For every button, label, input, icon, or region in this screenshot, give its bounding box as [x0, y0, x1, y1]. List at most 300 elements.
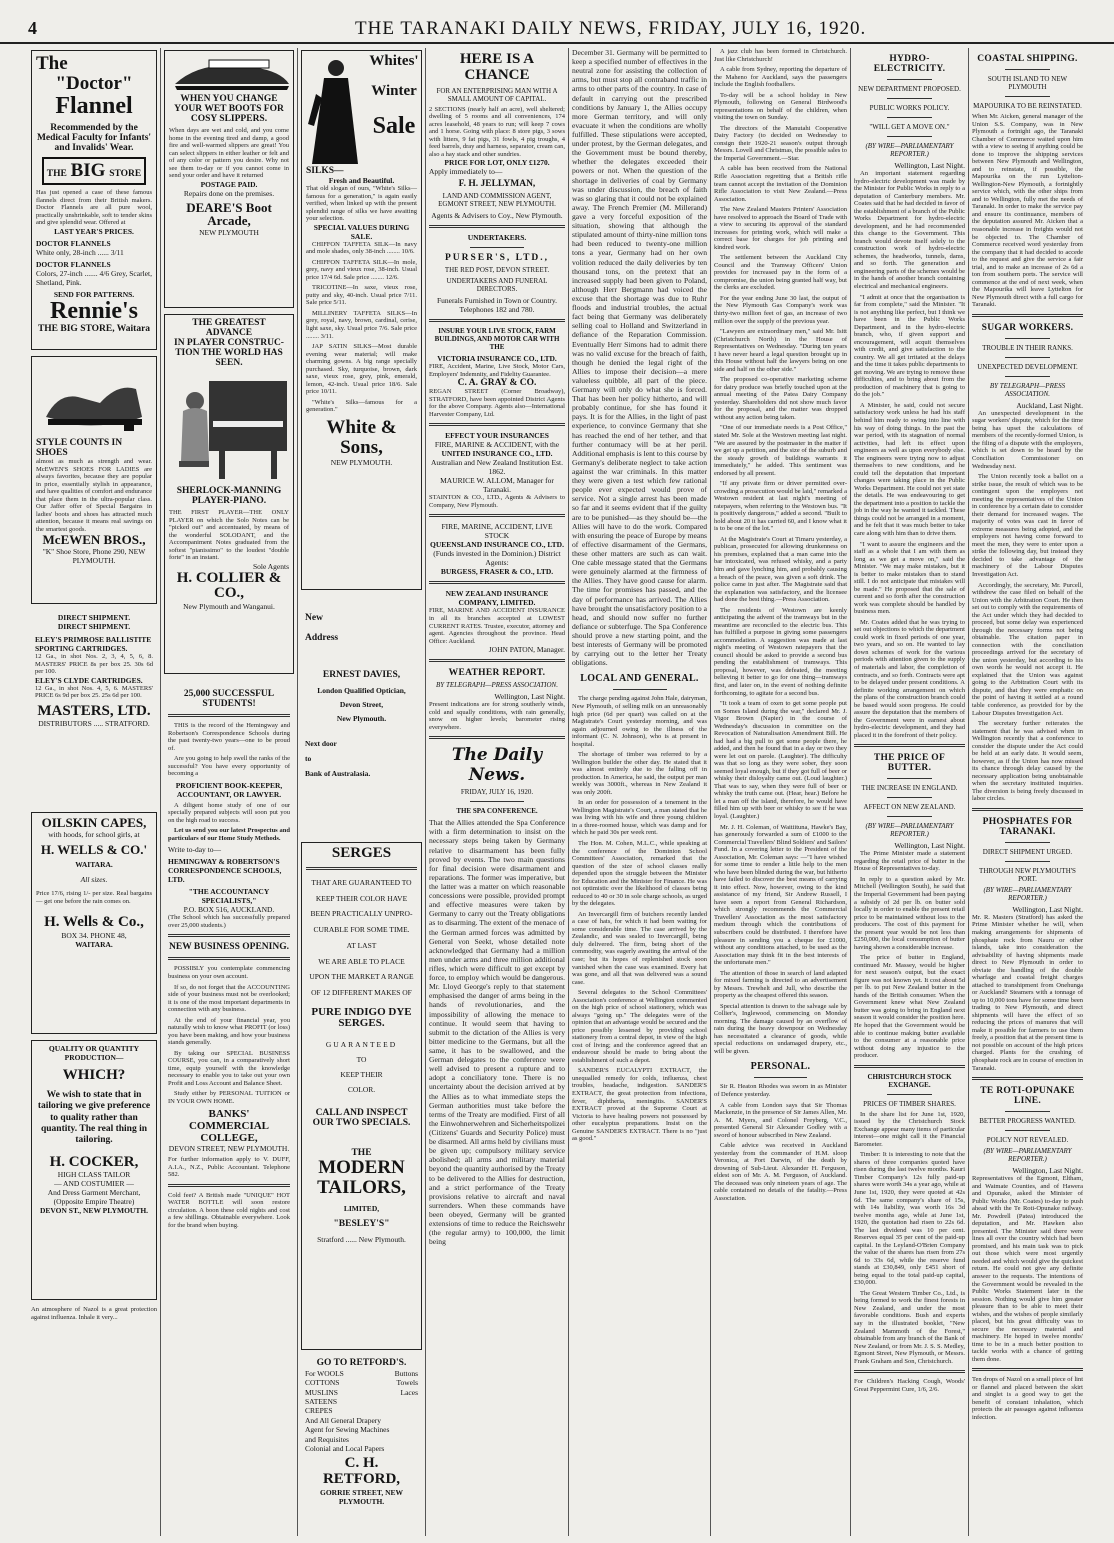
wells-oilskin-ad: [31, 812, 157, 1034]
jellyman-firm: LAND AND COMMISSION AGENT, EGMONT STREET, NEW PLYMOUTH.: [438, 192, 556, 209]
collier-towns: New Plymouth and Wanganui.: [183, 602, 275, 612]
sugar-head: SUGAR WORKERS.: [981, 322, 1074, 333]
news-paragraph: A cable from Sydney, reporting the departure of the Maheno for Auckland, says the passengers include the English footballers.: [714, 66, 847, 89]
column-5: [568, 48, 710, 1536]
deare-boot-ad: [164, 50, 294, 308]
whites-sale-item: TRICOTINE—In saxe, vieux rose, putty and sky, 40-inch. Usual price 7/11. Sale price 5/11.: [306, 284, 417, 307]
cocker-address: DEVON ST., NEW PLYMOUTH.: [39, 1206, 149, 1216]
united-agents: STAINTON & CO., LTD., Agents & Advisers to Company, New Plymouth.: [429, 494, 565, 509]
serges-line: BEEN PRACTICALLY UNPRO-: [310, 909, 413, 919]
sugar-paragraph: An unexpected development in the sugar workers' dispute, which for the time being has upset the calculations of members of the recently-formed Union, is the filing of a dispute with the employers, which is set down to be heard by the Conciliation Commissioner on Wednesday next.: [972, 409, 1083, 470]
news-paragraph: "If any private firm or driver permitted over-crowding a prosecution would be laid," remarked a Westown resident at last night's meeting of ratepayers, when referring to the Westown bus. "It is positively dangerous," added a second. "Built to hold about 20 it has carried 60, and I know what it is to be one of the lot.": [714, 480, 847, 533]
winter-figure-illustration: [306, 54, 364, 166]
stock-paragraph: Timber: It is interesting to note that the shares of three companies quoted have risen during the last twelve months. Kauri Timber Company's 12s fully paid-up shares were worth 34s a year ago, while at June 1st, 1920, they were quoted at 42s 6d. The same company's share of 15s, with 14s liability, was worth 16s 3d twelve months ago, while at June 1st, 1920, the quotation had risen to 22s 6d. The last dividend was 10 per cent. Reserves equal 35 per cent of the paid-up capital. In the Leyland-O'Brien Company the value of the shares has risen from 27s 6d to 33s 6d, while the reserve fund stands at £30,849, only £451 short of being equal to the total paid-up capital, £30,000.: [854, 1151, 965, 1287]
deare-h3: COSY SLIPPERS.: [190, 114, 268, 124]
retford-item: MUSLINS: [305, 1387, 338, 1397]
unique-bottle-note: Cold feet? A British made "UNIQUE" HOT WATER BOTTLE will soon restore circulation. A boon these cold nights and cost a few shillings. Obtainable everywhere. Look for the brand when buying.: [168, 1191, 290, 1229]
piano-illustration: [169, 371, 293, 483]
whites-silks: SILKS—: [306, 166, 344, 176]
nzinsurance-mgr: JOHN PATON, Manager.: [488, 645, 565, 655]
serges-limited: LIMITED,: [343, 1203, 380, 1213]
mcewen-headline: STYLE COUNTS IN SHOES: [36, 438, 123, 458]
banks-spec: "THE ACCOUNTANCY SPECIALISTS,": [188, 887, 270, 906]
hydro-paragraph: Mr. Coates added that he was trying to set out objections to which the department could work in fixed periods of one year, two years, and so on. He wanted to lay down schemes of work for the various periods with attention given to the supply of materials and labor, the completion of contracts, and so forth. Contracts were apt to be delayed under present conditions. A definite working arrangement on which the plans of the construction branch could be based would soon progress. He could assure the deputation that the members of the Government were in earnest about hydro-electric development, and they had placed it in the forefront of their policy.: [854, 618, 965, 739]
news-paragraph: "One of our immediate needs is a Post Office," stated Mr. Sole at the Westown meeting last night. "We are assured by the postmaster in the matter if we get up a petition, and the size of the suburb and the steady growth of buildings warrants it immediately," he added. This sentiment was endorsed by all present.: [714, 424, 847, 477]
local-paragraph: The charge pending against John Hale, dairyman, New Plymouth, of selling milk on an unreasonably high price (6d per quart) was called on at the Magistrate's Court yesterday morning, and was again adjourned owing to the illness of the informant (C. N. Johnson), who is at present in hospital.: [572, 695, 707, 748]
davies-name: ERNEST DAVIES,: [322, 670, 401, 680]
serges-color: COLOR.: [347, 1084, 376, 1094]
news-paragraph: The residents of Westown are keenly anticipating the advent of the tramways but in the meantime are reconciled to the electric bus. This has fulfilled a purpose in giving some passengers accommodation. A suggestion was made at last night's meeting of Westown ratepayers that the council should be asked to provide a second bus pending the establishment of tramways. This proposal, however, was defeated, the meeting believing it better to go for one thing—tramways first, and later on, in the event of nothing definite forthcoming, to agitate for a second bus.: [714, 606, 847, 697]
column-6: [710, 48, 850, 1536]
davies-next: Next door: [305, 738, 337, 748]
news-paragraph: At the Magistrate's Court at Timaru yesterday, a publican, prosecuted for allowing drunkenness on his premises, explained that a man came into the bar intoxicated, was refused whisky, and a party him and gave lynching him, and probably causing a breach of the peace, was given a soft drink. The police came in just after. The Magistrate said that the explanation was satisfactory, and the licensee had done the best thing.—Press Association.: [714, 535, 847, 604]
jellyman-agents: Agents & Advisers to Coy., New Plymouth.: [431, 211, 563, 221]
daily-news-date: FRIDAY, JULY 16, 1920.: [460, 788, 534, 797]
cocker-which: WHICH?: [62, 1067, 126, 1083]
sugar-paragraphs: [972, 410, 1083, 803]
whites-fresh: Fresh and Beautiful.: [328, 176, 395, 185]
eley-clyde-detail: 12 Ga., in shot Nos. 4, 5, 6. MASTERS' PRICE 6s 9d per box 25. 25s 6d per 100.: [35, 684, 153, 700]
cocker-text: We wish to state that in tailoring we give preference to quality rather than quantity. The real thing in tailoring.: [37, 1089, 151, 1146]
column-7: [850, 48, 968, 1536]
hydro-by: (BY WIRE—PARLIAMENTARY REPORTER.): [865, 142, 954, 158]
stock-paragraph: The Great Western Timber Co., Ltd., is being formed to work the finest forests in New Zealand, and under the most favorable conditions. Bush and experts say in the illustrated booklet, "New Zealand Mammoth of the Forest," obtainable from any branch of the Bank of New Zealand, or from Mr. J. S. S. Medley, Egmont Street, New Plymouth, or Messrs. Frank Graham and Son, Christchurch.: [854, 1289, 965, 1365]
sugar-dateline: Auckland, Last Night.: [1016, 400, 1083, 410]
personal-paragraph: A cable from London says that Sir Thomas Mackenzie, in the presence of Sir James Allen, Mr. A. M. Myers, and Colonel Freyberg, V.C., presented General Sir Alexander Godley with a sword of honour subscribed in New Zealand.: [714, 1101, 847, 1139]
column-1: [28, 48, 160, 1536]
chance-title: HERE IS A CHANCE: [459, 51, 535, 83]
doctor-flannels-1: DOCTOR FLANNELS: [36, 238, 111, 248]
cocker-dress: And Dress Garment Merchant, (Opposite Empire Theatre): [47, 1188, 141, 1207]
banks-p2: Are you going to help swell the ranks of the successful? You have every opportunity of becoming a: [168, 755, 290, 778]
banks-p9: Study either by PERSONAL TUITION or IN YOUR OWN HOME.: [168, 1090, 290, 1105]
serges-line: UPON THE MARKET A RANGE: [309, 972, 414, 982]
phosphates-sub1: DIRECT SHIPMENT URGED.: [982, 847, 1073, 856]
retford-item-list: [305, 1369, 395, 1453]
wells-town-1: WAITARA.: [75, 860, 113, 870]
whites-title-1: Whites': [369, 53, 419, 69]
collier-agents: Sole Agents: [252, 561, 289, 571]
mcewen-address: "K" Shoe Store, Phone 290, NEW PLYMOUTH.: [42, 546, 146, 565]
deare-postage: POSTAGE PAID.: [200, 179, 258, 189]
retford-item: Laces: [400, 1387, 418, 1397]
doctor-last-years: LAST YEAR'S PRICES.: [54, 226, 134, 236]
serges-line: KEEP THEIR COLOR HAVE: [315, 893, 408, 903]
roti-by: (BY WIRE—PARLIAMENTARY REPORTER.): [983, 1147, 1072, 1164]
eley-primrose-detail: 12 Ga., in shot Nos. 2, 3, 4, 5, 6, 8. MASTERS' PRICE 8s per box 25. 30s 6d per 100.: [35, 653, 153, 676]
personal-paragraphs: [714, 1083, 847, 1202]
deare-text: When days are wet and cold, and you come home in the evening tired and damp, a good fire and well-warmed slippers are great! You can select slippers in either leather or felt and of any color or pattern you desire. Why not see them to-day or if you cannot come in send your order and have it returned: [169, 127, 289, 180]
collier-name: H. COLLIER & CO.,: [176, 569, 282, 602]
retford-item: COTTONS: [305, 1378, 340, 1388]
serges-the: THE: [351, 1147, 372, 1158]
wells-town-2: WAITARA.: [75, 940, 113, 950]
nzinsurance-lines: FIRE, MARINE AND ACCIDENT INSURANCE in all its branches accepted at LOWEST CURRENT RATES. Trustee, executor, attorney and agent. Agencies throughout the province. Head Office: Auckland.: [429, 607, 565, 645]
butter-paragraph: The price of butter in England, continued Mr. Massey, would be higher for next season's output, but the exact figure was not known yet. It cost about 5d per lb. to put New Zealand butter in the hands of the British consumer. When the Government knew what New Zealand butter was going to bring in England next season it would consider the position here. He hoped that the Government would be able to continue making butter available to the consumer at a reasonable price without doing any injustice to the producer.: [854, 954, 965, 1060]
collier-sherlock: SHERLOCK-MANNING PLAYER-PIANO.: [176, 486, 282, 506]
pursers-address: THE RED POST, DEVON STREET.: [444, 266, 550, 275]
local-general-paragraphs: [572, 695, 707, 1142]
column-2: [160, 48, 297, 1536]
weather-dateline: Wellington, Last Night.: [494, 692, 565, 702]
hydro-sub3: "WILL GET A MOVE ON.": [869, 123, 950, 131]
butter-sub1: THE INCREASE IN ENGLAND.: [861, 784, 958, 793]
retford-address: GORRIE STREET, NEW PLYMOUTH.: [319, 1487, 403, 1506]
united-mgr: MAURICE W. ALLOM, Manager for Taranaki.: [440, 476, 554, 495]
deare-name: DEARE'S Boot Arcade,: [186, 199, 272, 229]
sugar-paragraph: The Union recently took a ballot on a strike issue, the result of which was to be contingent upon the employers not meeting the representatives of the Union in conference by a certain date to consider their demand for increased wages. The majority of votes was cast in favor of extreme measures being adopted, and the employers not having come forward to meet the men, they were to enter upon a strike the following day, but instead they decided to take advantage of the machinery of the Labour Disputes Investigation Act.: [972, 473, 1083, 578]
victoria-text: FIRE, Accident, Marine, Live Stock, Motor Cars, Employers' Indemnity, and Fidelity Guarantee.: [429, 363, 565, 378]
phosphates-sub2: THROUGH NEW PLYMOUTH'S PORT.: [979, 866, 1076, 883]
banks-students: STUDENTS!: [202, 699, 256, 709]
chance-text: 2 SECTIONS (nearly half an acre), well sheltered; dwelling of 5 rooms and all conveniences, 174 acres leasehold, 48 years to run; will keep 7 cows and 1 horse. Going with place: 8 store pigs, 3 sows with litters, 9 fat pigs, 31 fowls, 4 pig troughs, 4 feed barrels, dray and harness, separator, cream can, also a hay stack and other sundries.: [429, 105, 565, 158]
phosphates-dateline: Wellington, Last Night.: [1012, 904, 1083, 914]
eley-primrose: ELEY'S PRIMROSE BALLISTITE SPORTING CARTRIDGES.: [35, 635, 152, 653]
weather-text: Present indications are for strong southerly winds, cold and squally conditions, with rain generally, snow on higher levels; barometer rising everywhere.: [429, 701, 565, 731]
local-paragraph: The Hon. M. Cohen, M.L.C., while speaking at the conference of the Dominion School Committees' Association, remarked that the question of the size of school classes really depended upon the struggle between the Minister for Education and the Minister for Finance. He was not optimistic over the likelihood of classes being reduced to 40 or 30 in sole charge schools, as urged by the delegates.: [572, 840, 707, 908]
news-paragraph: "Lawyers are extraordinary men," said Mr. Isitt (Christchurch North) in the House of Representatives on Wednesday. "During ten years I have never heard a legal question brought up in this House without half the lawyers being on one side and half on the other side.": [714, 328, 847, 373]
deare-h2: YOUR WET BOOTS FOR: [174, 104, 284, 114]
retford-item: CREPES: [305, 1406, 333, 1416]
whites-sale-item: CHIFFON TAFFETA SILK—In mole, grey, navy and vieux rose, 38-inch. Usual price 17/4 6d. Sale price ........ 12/6.: [306, 258, 417, 281]
cocker-tailor-ad: [31, 1040, 157, 1300]
banks-po: P.O. BOX 516, AUCKLAND.: [183, 905, 275, 915]
sugar-paragraph: Accordingly, the secretary, Mr. Purcell, withdrew the case filed on behalf of the Union with the Arbitration Court. He then set out to comply with the requirements of the Act under which they had decided to proceed, but some delay was experienced through the necessary forms not being obtainable. The citation paper in connection with the conciliation proceedings arrived for the secretary of the union yesterday, but according to his own words he would not accept it. He explained that the Union was against going to the Arbitration Court with its dispute, and that they were emphatic on the point of having it settled at a round table conference, as provided for by the Labour Disputes Investigation Act.: [972, 581, 1083, 717]
serges-guaranteed: GUARANTEED: [325, 1039, 398, 1049]
retford-item: Agent for Sewing Machines and Requisites: [305, 1425, 390, 1444]
whites-special: SPECIAL VALUES DURING SALE.: [313, 222, 410, 241]
whites-town: NEW PLYMOUTH.: [330, 457, 393, 467]
cocker-q1: QUALITY OR QUANTITY: [48, 1044, 140, 1053]
coastal-sub2: MAPOURIKA TO BE REINSTATED.: [973, 102, 1082, 110]
collier-h3: TION THE WORLD HAS: [175, 348, 283, 358]
serges-line: AT LAST: [346, 940, 377, 950]
ad-word-the: The: [36, 53, 68, 74]
banks-p1: THIS is the record of the Hemingway and Robertson's Correspondence Schools during the past twenty-two years—one to be proud of.: [168, 722, 290, 752]
butter-sub2: AFFECT ON NEW ZEALAND.: [863, 803, 956, 812]
banks-passed: (The School which has successfully prepared over 25,000 students.): [168, 914, 290, 929]
personal-paragraph: Cable advice was received in Auckland yesterday from the commander of H.M. sloop Veronica, at Port Darwin, of the death by drowning of Sub-Lieut. Alexander H. Ferguson, eldest son of Mr. A. M. Ferguson, of Auckland. The deceased was only nineteen years of age. The cable contained no details of the fatality.—Press Association.: [714, 1142, 847, 1202]
masters-name: MASTERS, LTD.: [37, 702, 151, 719]
banks-college-ad: [164, 680, 294, 1450]
retford-name: C. H. RETFORD,: [322, 1455, 401, 1488]
retford-ad: [301, 1356, 422, 1506]
column-4: [425, 48, 568, 1536]
deare-repairs: Repairs done on the premises.: [183, 188, 275, 198]
whites-title-2: Winter: [371, 82, 417, 99]
big-store-big: BIG: [70, 160, 106, 182]
spa-conference-continued: December 31. Germany will be permitted to keep a specified number of effectives in the neutral zone for assisting the collection of arms, but must stop all contraband traffic in arms to other parts of the country. In case of default in carrying out the prescribed conditions by January 1, the Allies occupy more German territory, and will only evacuate it when the conditions are wholly fulfilled. These stipulations were accepted, under protest, by the German delegates, and the Government must be bound thereby, whether the delegates exceeded their powers or not. When the question of the shortage in deliveries of coal by Germany was under discussion, the breach of faith was so glaring that it could not be explained away. The French Premier (M. Millerand) gave a very forceful exposition of the situation, showing that although the stipulated amount of thirty-nine million tons had been reduced to twenty-one million tons a year, Germany had on her own volition reduced the daily deliveries by ten thousand tons, on the pretext that an increased supply had been given to Poland, although Herr Bergmann had voiced the excuse that the shortage was due to Ruhr floods and industrial troubles, the actual fact being that Germany was deliberately selling coal to Holland and Switzerland in defiance of the Reparation Commission. Eventually Herr Simons had to admit there was no valid excuse for the breach of faith, though he denied the legal right of the Allies to impose their decision—a mere valueless quibble, all part of the piece. Germany will only do what she is forced. That has been her policy hitherto, and will probably continue, for she has found it pays. It is for the Allies, in the light of past experience, to convince Germany that she has reached the end of her tether, and that further contumacy will be at her peril. Additional emphasis is lent to this course by Germany's deliberate neglect to take action against the war criminals. In this matter they were given a test which few rational people ever expected would prove of service. Not a single arrest has been made so far and it seems evident that if the guilty are to be punished—as they should be—the Allies will have to do the work. Compared with ensuring the peace of Europe by means of effective disarmament of the Germans, these other matters are such as can wait. One cable message stated that the Germans were genuinely alarmed at the firmness of the Allies. They have good cause for alarm. The time for promises has passed, and the day of performance has arrived. The Allies have brought the unsatisfactory position to a head, and should now suffer no further defiance or subterfuge. The Spa Conference should prove a new starting point, and the best interests of Germany will be promoted by carrying out to the letter her Treaty obligations.: [572, 48, 707, 668]
banks-school: HEMINGWAY & ROBERTSON'S CORRESPONDENCE SCHOOLS, LTD.: [168, 857, 282, 885]
spa-conference-text: That the Allies attended the Spa Conference with a firm determination to insist on the necessary steps being taken by Germany relative to disarmament has been fully proved by events. The two main questions for final decision were disarmament and reparations. The former was imperative, but the latter was a matter on which reasonable concessions were possible, provided prompt and effective measures were taken by Germany to carry out the Treaty obligations as to disarming. The extent of the menace of the German armed forces was admitted by General von Seekt, whose detailed note acknowledged that Germany had a million men under arms and three million additional rifles, which were difficult to get except by force, to employ which would be dangerous. Mr. Lloyd George's reply to that statement emphasised the danger of arms being in the hands of revolutionaries, and the impossibility of allowing the menace to continue. It would seem that having to submit to the dictation of the Allies is very bitter medicine to the Germans, but all the same, it has to be swallowed, and the German delegates to the conference were well advised to present a rupture and to adopt a conciliatory tone. There is no uncertainty about the decision arrived at by the Allies as to what immediate steps the German authorities must take before the terms of the Treaty are modified. First of all the Einwohnerwehren and Sicherheitspolizei (Citizens' Guards and Security Police) must be disarmed. All arms held by civilians must be given up; compulsory military service abolished; all arms and military material beyond the quantity authorised by the Treaty to be delivered to the Allies for destruction, and a strict performance of the Treaty provisions relative to aircraft and naval surrenders. When these commands have been obeyed, Germany will be granted extensions of time to reduce the Reichswehr (the regular army) to 100,000, the limit being: [429, 818, 566, 1247]
cocker-name: H. COCKER,: [49, 1153, 139, 1170]
sugar-paragraph: The secretary further reiterates the statement that he was advised when in Wellington recently that a conference to consider the dispute under the Act could be held at an early date. It would seem, however, as if the Union has now missed its chance through delay caused by the necessary application being unobtainable when the secretary instituted inquiries. The diversion is being freely discussed in labor circles.: [972, 720, 1083, 803]
page-number: 4: [28, 18, 37, 38]
nzinsurance-text: NEW ZEALAND INSURANCE COMPANY, LIMITED.: [445, 589, 549, 608]
deare-h1: WHEN YOU CHANGE: [180, 94, 278, 104]
mcewen-text: almost as much as strength and wear. McEWEN'S SHOES FOR LADIES are always favorites, because they are popular in price, essentially stylish in appearance, and have qualities of comfort and endurance that place them in the ultra-popular class. Our Jaffer offer of Special Bargains in ladies' boots and shoes has attracted much attention, because it means real savings on the smartest goods.: [36, 458, 152, 533]
page-title: THE TARANAKI DAILY NEWS, FRIDAY, JULY 16, 1920.: [355, 18, 867, 39]
doctor-flannels-2-detail: Colors, 27-inch ....... 4/6 Grey, Scarlet, Shetland, Pink.: [36, 268, 152, 287]
serges-ad: [301, 842, 422, 1350]
stock-paragraphs: [854, 1111, 965, 1366]
roti-sub1: BETTER PROGRESS WANTED.: [979, 1117, 1076, 1126]
news-paragraph: The proposed co-operative marketing scheme for dairy produce was briefly touched upon at the annual meeting of the Patea Dairy Company yesterday. Shareholders did not show much favor for the proposal, and the matter was dropped without any action being taken.: [714, 376, 847, 421]
personal-head: PERSONAL.: [750, 1061, 811, 1073]
news-paragraph: For the year ending June 30 last, the output of the New Plymouth Gas Company's work was thirty-two million feet of gas, an increase of two million over the supply of the previous year.: [714, 294, 847, 325]
pursers-sub: UNDERTAKERS AND FUNERAL DIRECTORS.: [446, 277, 548, 294]
davies-optician-ad: [301, 596, 422, 836]
retford-goto: GO TO RETFORD'S.: [316, 1358, 407, 1368]
local-paragraph: SANDER'S EUCALYPTI EXTRACT, the unequalled remedy for colds, influenza, chest troubles, headache, indigestion. SANDER'S EXTRACT, the great protection from infections, fever, diphtheria, meningitis. SANDER'S EXTRACT proved at the Supreme Court at Victoria to have healing powers not possessed by other eucalyptus preparations. Insist on the Genuine SANDER'S EXTRACT. There is no "just as good.": [572, 1067, 707, 1143]
banks-p3: A diligent home study of one of our specially prepared subjects will soon put you on the high road to success.: [168, 801, 290, 824]
banks-nbo: NEW BUSINESS OPENING.: [169, 942, 289, 953]
hydro-sub1: NEW DEPARTMENT PROPOSED.: [858, 85, 961, 93]
roti-head: TE ROTI-OPUNAKE LINE.: [980, 1086, 1075, 1107]
doctor-flannels-1-detail: White only, 28-inch ...... 3/11: [36, 247, 124, 257]
roti-text: Representatives of the Egmont, Eltham, and Waimate Counties, and of Hawera and Opunake, asked the Minister of Public Works (Mr. Coates) to-day to push ahead with the Te Roti-Opunake railway. Mr. Powdrell (Patea) introduced the deputation, and Mr. Hawken also presented. The Minister said there were lines all over the country which had been promised, and his main task was to pick out those which were most urgently needed and which would give the quickest return. He could not give any definite answer to the requests. The intentions of the Government would be revealed in the Public Works Statement later in the session. Nothing would give him greater pleasure than to be able to meet their wishes, and the wishes of people similarly placed, but his great difficulty was to secure the necessary material and machinery. He hoped in twelve months' time to be in a much better position to tackle works with a chance of getting them done.: [972, 1175, 1083, 1363]
news-paragraph: Special attention is drawn to the salvage sale by Collier's, Inglewood, commencing on Monday morning. The damage caused by an overflow of rain during the heavy downpour on Wednesday has necessitated a clearance of goods, while special reductions on undamaged drapery, etc., will be given.: [714, 1002, 847, 1055]
hydro-paragraphs: [854, 170, 965, 739]
victoria-h1: INSURE YOUR LIVE STOCK, FARM BUILDINGS, AND MOTOR CAR WITH THE: [434, 327, 560, 352]
banks-p5: POSSIBLY you contemplate commencing business on your own account.: [168, 965, 290, 980]
hydro-head: HYDRO-ELECTRICITY.: [873, 54, 946, 74]
whites-sale-item: CHIFFON TAFFETA SILK—In navy and mole shades, only 38-inch ........ 10/6.: [306, 240, 417, 256]
banks-p8: By taking our SPECIAL BUSINESS COURSE, you can, in a comparatively short time, equip yourself with the knowledge necessary to enable you to take out your own Profit and Loss Account and Balance Sheet.: [168, 1049, 290, 1087]
weather-by: BY TELEGRAPH—PRESS ASSOCIATION.: [436, 681, 558, 690]
whites-name: White & Sons,: [326, 416, 397, 458]
davies-town: New Plymouth.: [336, 713, 387, 723]
wells-all-sizes: All sizes.: [80, 875, 108, 885]
phosphates-by: (BY WIRE—PARLIAMENTARY REPORTER.): [983, 885, 1072, 902]
news-paragraph: "It took a team of oxen to get some people put on Somes Island during the war," declared Mr. J. Vigor Brown (Napier) in the course of Wednesday's discussion in committee on the Revocation of Naturalisation Amendment Bill. He had had a big pull to get some people there, he added, and then he found that in a day or two they were let out on parole. (Laughter). The difficulty was that so long as they were sober, they soon seemed loyal enough, but if they got full of beer or whisky their disloyalty came out. (Loud laughter.) That was to say, when they were full of beer or whisky the truth came out. (Hear, hear.) Before he let a man off the island, therefore, he would have filled him up with beer or whisky to see if he was loyal. (Laughter.): [714, 700, 847, 820]
phosphates-head: PHOSPHATES FOR TARANAKI.: [982, 816, 1073, 837]
united-text: FIRE, MARINE & ACCIDENT, with the: [434, 440, 560, 450]
wells-title: OILSKIN CAPES,: [41, 815, 147, 830]
rennies-name: Rennie's: [49, 297, 138, 324]
retford-item-list-2: [395, 1369, 418, 1453]
whites-item-list: [306, 241, 417, 414]
coastal-sub1: SOUTH ISLAND TO NEW PLYMOUTH: [987, 75, 1068, 91]
serges-line-list: [306, 875, 417, 1001]
retford-item: Towels: [396, 1378, 418, 1388]
nazol-note-2: Ten drops of Nazol on a small piece of lint or flannel and placed between the skirt and singlet is a good way to get the benefit of constant inhalation, which protects the air passages against influenza infection.: [972, 1376, 1083, 1421]
banks-address: DEVON STREET, NEW PLYMOUTH.: [168, 1144, 290, 1154]
column-8: [968, 48, 1086, 1536]
sugar-sub1: TROUBLE IN THEIR RANKS.: [982, 343, 1073, 352]
cocker-costumier: — AND COSTUMIER —: [54, 1179, 134, 1189]
personal-paragraph: Sir R. Heaton Rhodes was sworn in as Minister of Defence yesterday.: [714, 1083, 847, 1098]
serges-to: TO: [356, 1054, 367, 1064]
hydro-paragraph: "I admit at once that the organisation is far from complete," said the Minister. "It is not anything like perfect, but I think we have been in the Public Works Department, and in the hydro-electric branch, who, if given support and encouragement, will acquit themselves with credit, and give satisfaction to the country. We all get irritated at the delays and the time it takes public departments to get moving. We are trying to remove these difficulties, and to bring about from the production of machinery that is going to do the job.": [854, 293, 965, 399]
news-paragraph: Mr. J. H. Coleman, of Waitiituna, Hawke's Bay, has generously forwarded a sum of £1000 to the Commercial Travellers' Blind Soldiers' and Sailors' Fund. In a covering letter to the President of the Association, Mr. Coleman says: —"I have wished for some time to render a little help to the men who have been blinded during the war, but hitherto have failed to discover the best means of carrying it into effect. Now, however, owing to the kind assistance of my friend, Sir Andrew Russell, I have seen a report from General Richardson, which strongly recommends the Commercial Travellers' Association as the most satisfactory medium through which the contributions of subscribers could be distributed. I therefore have pleasure in sending you a cheque for £1000, without any conditions attached, to be used as the Association may think fit in the best interests of the unfortunate men.": [714, 823, 847, 967]
weather-head: WEATHER REPORT.: [448, 668, 546, 679]
davies-street: Devon Street,: [339, 699, 384, 709]
chance-price: PRICE FOR LOT, ONLY £1270.: [444, 158, 550, 168]
hydro-paragraph: A Minister, he said, could not secure satisfactory work unless he had his staff behind him ready to swing into line with his way of doing things. In the past the war period, with its stagnation of normal activities, had left its effect upon engineers as well as upon everybody else. The engineers were trying now to adjust themselves to new conditions, and he could tell the deputation that important changes were taking place in the Public Works Department. He could not yet state the details. He was endeavouring to get the department into a position to tackle the job in the way he wanted it tackled. These things could not be arranged in a moment, and he felt that it was much better to take care along with him than to drive them.: [854, 401, 966, 537]
masters-footer: DISTRIBUTORS ..... STRATFORD.: [38, 719, 150, 729]
nazol-note-1: An atmosphere of Nazol is a great protection against influenza. Inhale it very...: [31, 1306, 157, 1321]
serges-title: SERGES: [331, 845, 392, 861]
whites-sale-item: "White's Silks—famous for a generation.": [306, 398, 417, 414]
whites-sale-item: JAP SATIN SILKS—Most durable evening wear material; will make charming gowns. A big range specially purchased. Sky, turquoise, brown, dark saxe, vieux rose, grey, pink, emerald, lemon, 42-inch. Usual price 18/6. Sale price 10/11.: [306, 343, 417, 396]
phosphates-text: Mr. R. Masters (Stratford) has asked the Prime Minister whether he will, when making arrangements for shipments of phosphate rock from Nauru or other islands, take into consideration the advisability of having shipments made direct to New Plymouth in order to obviate the handling of the double wharfage and coastal freight charges attached to transhipment from Onehunga or Auckland? Steamers with a tonnage of up to 10,000 tons have for some time been trading to New Plymouth, and direct shipments will have the effect of so reducing the prices of manures that will make it possible for farmers to use them freely, a position that at the present time is not possible on account of the high prices charged. Plants for the crushing of phosphate rock are in course of erection in Taranaki.: [972, 913, 1083, 1072]
local-paragraph: An Invercargill firm of butchers recently landed a case of hats, for which it had been waiting for some considerable time. The case arrived by the Zealandic, and was sealed to Invercargill, being duly delivered. The firm, being short of the commodity, was eagerly awaiting the arrival of the case; but its hopes of replenished stock soon vanished when the case was examined. Every hat was gone, and all that was delivered was a sound case.: [572, 910, 707, 986]
big-store-label: [42, 157, 146, 185]
wells-name-1: H. WELLS & CO.': [40, 841, 148, 857]
queensland-name: QUEENSLAND INSURANCE CO., LTD.: [430, 540, 564, 550]
cocker-hct: HIGH CLASS TAILOR: [57, 1170, 131, 1180]
banks-p7: At the end of your financial year, you naturally wish to know what PROFIT (or loss) you have been making, and how your business stands generally.: [168, 1016, 290, 1047]
coastal-text: When Mr. Aicken, general manager of the Union S.S. Company, was in New Plymouth a fortnight ago, the Taranaki Chamber of Commerce waited upon him with a view to seeing if anything could be done to improve the shipping services between New Plymouth and Wellington, and to reinstate, if possible, the Mapourika on the run Lyttelton-Wellington-New Plymouth, a fortnightly service which, with the other ships from and to Wellington, fully met the needs of Taranaki. In order to make the service pay and ensure its continuance, members of the deputation assured Mr. Aicken that a reasonable increase in freights would not be objected to. The Chamber of Commerce received word yesterday from the company that it had decided to accede to the request and give the service a fair trial, and to make an increase of 2s 6d a ton from southern ports. The service will commence at the end of next week, when the Mapourika will leave Lyttelton for New Plymouth direct with a full cargo for Taranaki.: [972, 113, 1083, 309]
butter-by: (BY WIRE—PARLIAMENTARY REPORTER.): [865, 822, 954, 839]
stock-head: CHRISTCHURCH STOCK EXCHANGE.: [867, 1072, 952, 1089]
retford-item: Buttons: [394, 1368, 418, 1378]
collier-h2: IN PLAYER CONSTRUC-: [174, 338, 284, 348]
local-paragraph: In an order for possession of a tenement in the Wellington Magistrate's Court, a man stated that he was living with his wife and three young children in a three-roomed house, which was damp and for which he paid 30s per week rent.: [572, 799, 707, 837]
masthead: [0, 18, 1114, 44]
serges-call: CALL AND INSPECT OUR TWO SPECIALS.: [312, 1107, 411, 1128]
butter-head: THE PRICE OF BUTTER.: [873, 753, 946, 774]
doctor-flannels-2: DOCTOR FLANNELS: [36, 259, 111, 269]
news-paragraph: A cable has been received from the National Rifle Association regretting that a British rifle team cannot accept the invitation of the Dominion Rifle Association to visit New Zealand.—Press Association.: [714, 165, 847, 203]
cocker-q2: PRODUCTION—: [64, 1053, 124, 1062]
wells-prices: Price 17/6, rising 1/- per size. Real bargains — get one before the rain comes on.: [36, 890, 152, 905]
sugar-sub2: UNEXPECTED DEVELOPMENT.: [977, 362, 1078, 371]
news-paragraph: The settlement between the Auckland City Council and the Tramway Officers' Union provides for increased pay in the form of a compromise, the union being granted half way, but the clerks are excluded.: [714, 254, 847, 292]
hydro-sub2: PUBLIC WORKS POLICY.: [869, 104, 950, 112]
serges-besley: "BESLEY'S": [333, 1218, 390, 1229]
banks-p4: Let us send you our latest Prospectus and particulars of our Home Study Methods.: [168, 827, 290, 842]
masters-ad: [31, 610, 157, 806]
serges-line: THAT ARE GUARANTEED TO: [311, 877, 412, 887]
pursers-text: Funerals Furnished in Town or Country. Telephones 182 and 780.: [436, 296, 558, 315]
banks-prof: PROFICIENT BOOK-KEEPER, ACCOUNTANT, OR LAWYER.: [175, 780, 283, 799]
serges-tailors: TAILORS,: [317, 1176, 406, 1198]
queensland-agents: BURGESS, FRASER & CO., LTD.: [440, 567, 554, 577]
news-paragraph: A jazz club has been formed in Christchurch. Just like Christchurch!: [714, 48, 847, 63]
serges-line: WE ARE ABLE TO PLACE: [318, 956, 405, 966]
butter-dateline: Wellington, Last Night.: [894, 841, 965, 851]
doctor-recommended: Recommended by the Medical Faculty for Infants' and Invalids' Wear.: [36, 123, 152, 154]
retford-item: For WOOLS: [305, 1368, 344, 1378]
stock-paragraph: In the share list for June 1st, 1920, issued by the Christchurch Stock Exchange appear many items of particular interest—one might call it the Financial Barometer.: [854, 1110, 965, 1148]
doctor-text: Has just opened a case of these famous flannels direct from their British makers. Doctor Flannels are all pure wool, practically unshrinkable, soft to tender skins and give splendid wear. Offered at: [36, 189, 152, 227]
whites-title-3: Sale: [372, 112, 416, 139]
collier-text: THE FIRST PLAYER—THE ONLY PLAYER on which the Solo Notes can be "picked out" and accentuated, by means of the wonderful SOLODANT, and the Accompaniment Notes graduated from the softest "pianissimo" to the loudest "double forte" in an instant.: [169, 509, 289, 562]
davies-address-label: Address: [305, 633, 339, 643]
rennies-address: THE BIG STORE, Waitara: [37, 323, 151, 334]
jellyman-name: F. H. JELLYMAN,: [458, 179, 536, 190]
queensland-text: FIRE, MARINE, ACCIDENT, LIVE STOCK: [441, 522, 553, 541]
doctor-flannel-ad: [31, 50, 157, 350]
collier-piano-ad: [164, 314, 294, 674]
roti-dateline: Wellington, Last Night.: [1012, 1166, 1083, 1176]
butter-paragraph: In reply to a question asked by Mr. Mitchell (Wellington South), he said that the Imperial Government had been paying a subsidy of 2d per lb. on butter sold locally in order to enable the present retail price to be maintained without loss to the producers. The cost of this payment for the present year would be not less than £250,000, the local consumption of butter having shown a considerable increase.: [854, 875, 965, 951]
banks-name: BANKS' COMMERCIAL COLLEGE,: [188, 1108, 270, 1144]
serges-pure: PURE INDIGO DYE SERGES.: [311, 1005, 412, 1030]
serges-keep: KEEP THEIR: [340, 1069, 383, 1079]
queensland-funds: (Funds invested in the Dominion.) District Agents:: [433, 549, 561, 568]
banks-p6: If so, do not forget that the ACCOUNTING side of your business must not be overlooked; it is one of the most important departments in connection with any business.: [168, 983, 290, 1014]
coastal-head: COASTAL SHIPPING.: [977, 54, 1078, 64]
woods-cure-note: For Children's Hacking Cough, Woods' Great Peppermint Cure, 1/6, 2/6.: [854, 1378, 965, 1393]
stock-sub: PRICES OF TIMBER SHARES.: [863, 1099, 956, 1108]
eley-clyde: ELEY'S CLYDE CARTRIDGES.: [35, 675, 143, 685]
spa-conference-head: THE SPA CONFERENCE.: [456, 807, 538, 816]
news-paragraph: The New Zealand Masters Printers' Association have resolved to approach the Board of Trade with a view to securing its approval of the standard increases for printing work, which will make a correct base for charges for job printing and kindred work.: [714, 206, 847, 251]
retford-item: And All General Drapery: [305, 1415, 382, 1425]
mcewen-name: McEWEN BROS.,: [42, 532, 146, 548]
davies-opt: London Qualified Optician,: [317, 685, 406, 695]
serges-line: OF 12 DIFFERENT MAKES OF: [311, 988, 412, 997]
wells-sub: with hoods, for school girls, at: [48, 829, 140, 839]
mcewen-shoes-ad: [31, 356, 157, 604]
daily-news-masthead: The Daily News.: [451, 745, 543, 786]
davies-bank: Bank of Australasia.: [305, 768, 371, 778]
news-paragraph: To-day will be a school holiday in New Plymouth, following on General Birdwood's representations on behalf of the children, when visiting the town on Sunday.: [714, 91, 847, 122]
hydro-paragraph: An important statement regarding hydro-electric development was made by the Minister for Public Works in reply to a deputation of Canterbury members. Mr. Coates said that he had decided in favor of the establishment of a branch of the Public Works Department for hydro-electric development, and he had recommended this change to the Government. This branch would devote itself solely to the construction work of hydro-electric schemes, the headworks, tunnels, dams, and so forth. The generation and engineering parts of the schemes would be in the hands of another branch containing electrical and mechanical engineers.: [854, 170, 966, 290]
whites-sale-ad: [301, 50, 422, 590]
undertakers-head: UNDERTAKERS.: [467, 233, 527, 243]
hydro-dateline: Wellington, Last Night.: [894, 161, 965, 170]
banks-write: Write to-day to—: [168, 845, 222, 855]
davies-to: to: [305, 753, 312, 763]
local-paragraph: Several delegates to the School Committees' Association's conference at Wellington commented on the high price of school stationery, which was always "going up." The delegates were of the opinion that an advantage would be secured and the price possibly lessened by providing school stationery from a central depot, in view of the high cost of living; and the conference agreed that an endeavour should be made to bring about the establishment of such a depot.: [572, 989, 707, 1064]
flannel-title: Flannel: [55, 92, 133, 119]
gray-address: REGAN STREET (Corner Broadway), STRATFORD, have been appointed District Agents for the above Company. Agents also—International Harvester Company, Ltd.: [429, 388, 565, 418]
retford-item: SATEENS: [305, 1397, 338, 1407]
big-store-pre: THE: [46, 169, 67, 180]
wells-box: BOX 34. PHONE 48,: [61, 931, 127, 941]
collier-h4: SEEN.: [215, 358, 243, 368]
news-paragraphs: [714, 48, 847, 1055]
chance-sub: FOR AN ENTERPRISING MAN WITH A SMALL AMOUNT OF CAPITAL.: [436, 86, 558, 103]
roti-sub2: POLICY NOT REVEALED.: [986, 1136, 1069, 1145]
banks-info: For further information apply to V. DUFF, A.I.A., N.Z., Public Accountant. Telephone 582.: [168, 1156, 290, 1179]
gray-name: C. A. GRAY & CO.: [457, 378, 537, 389]
sugar-by: BY TELEGRAPH—PRESS ASSOCIATION.: [989, 381, 1066, 398]
column-3: [297, 48, 425, 1536]
chance-apply: Apply immediately to—: [429, 167, 503, 177]
serges-line: CURABLE FOR SOME TIME.: [313, 925, 410, 934]
serges-modern: MODERN: [318, 1156, 405, 1178]
slipper-illustration: [169, 54, 294, 94]
send-for-patterns: SEND FOR PATTERNS.: [53, 289, 135, 299]
united-sub: Australian and New Zealand Institution Est. 1862.: [430, 458, 564, 477]
retford-item: Colonial and Local Papers: [305, 1443, 385, 1453]
serges-town: Stratford ...... New Plymouth.: [317, 1234, 406, 1244]
direct-shipment-2: DIRECT SHIPMENT.: [57, 622, 131, 631]
shoe-illustration: [38, 363, 150, 435]
doctor-title: "Doctor": [55, 72, 133, 94]
local-general-head: LOCAL AND GENERAL.: [580, 673, 699, 685]
davies-new: New: [305, 613, 323, 623]
butter-paragraph: The Prime Minister made a statement regarding the retail price of butter in the House of Representatives to-day.: [854, 850, 965, 873]
news-paragraph: The directors of the Manutahi Cooperative Dairy Factory (to decided on Wednesday to consign their 1920-21 season's output through Messrs. Lovell and Christmas, the possible sales to the Imperial Government.—Star.: [714, 124, 847, 162]
hydro-paragraph: "I want to assure the engineers and the staff as a whole that I am with them as long as we get a move on," said the Minister. "We may make mistakes, but it is better to make mistakes than to stand still. I do not anticipate that mistakes will be made." He proposed that the sale of current and so forth after the construction work was complete should be handled by business men.: [854, 540, 965, 616]
big-store-post: STORE: [109, 169, 142, 180]
pursers-name: PURSER'S, LTD.,: [444, 253, 550, 264]
direct-shipment-1: DIRECT SHIPMENT.: [57, 613, 131, 622]
whites-text: That old slogan of ours, "White's Silks—famous for a generation," is again easily verified, when linked up with the present splendid range of silks we have awaiting your selection.: [306, 185, 417, 223]
wells-name-2: H. Wells & Co.,: [44, 914, 144, 931]
deare-town: NEW PLYMOUTH: [199, 228, 259, 237]
news-paragraph: The attention of those in search of land adapted for mixed farming is directed to an advertisement by Messrs. Trewhelt and Jull, who describe the property as the cheapest offered this season.: [714, 969, 847, 1000]
butter-paragraphs: [854, 850, 965, 1059]
united-h1: EFFECT YOUR INSURANCES: [445, 431, 549, 441]
local-paragraph: The shortage of timber was referred to by a Wellington builder the other day. He stated that it was almost entirely due to the falling off in production. In America, he said, the output per man weekly was 3000ft., whereas in New Zealand it was only 200ft.: [572, 751, 707, 796]
